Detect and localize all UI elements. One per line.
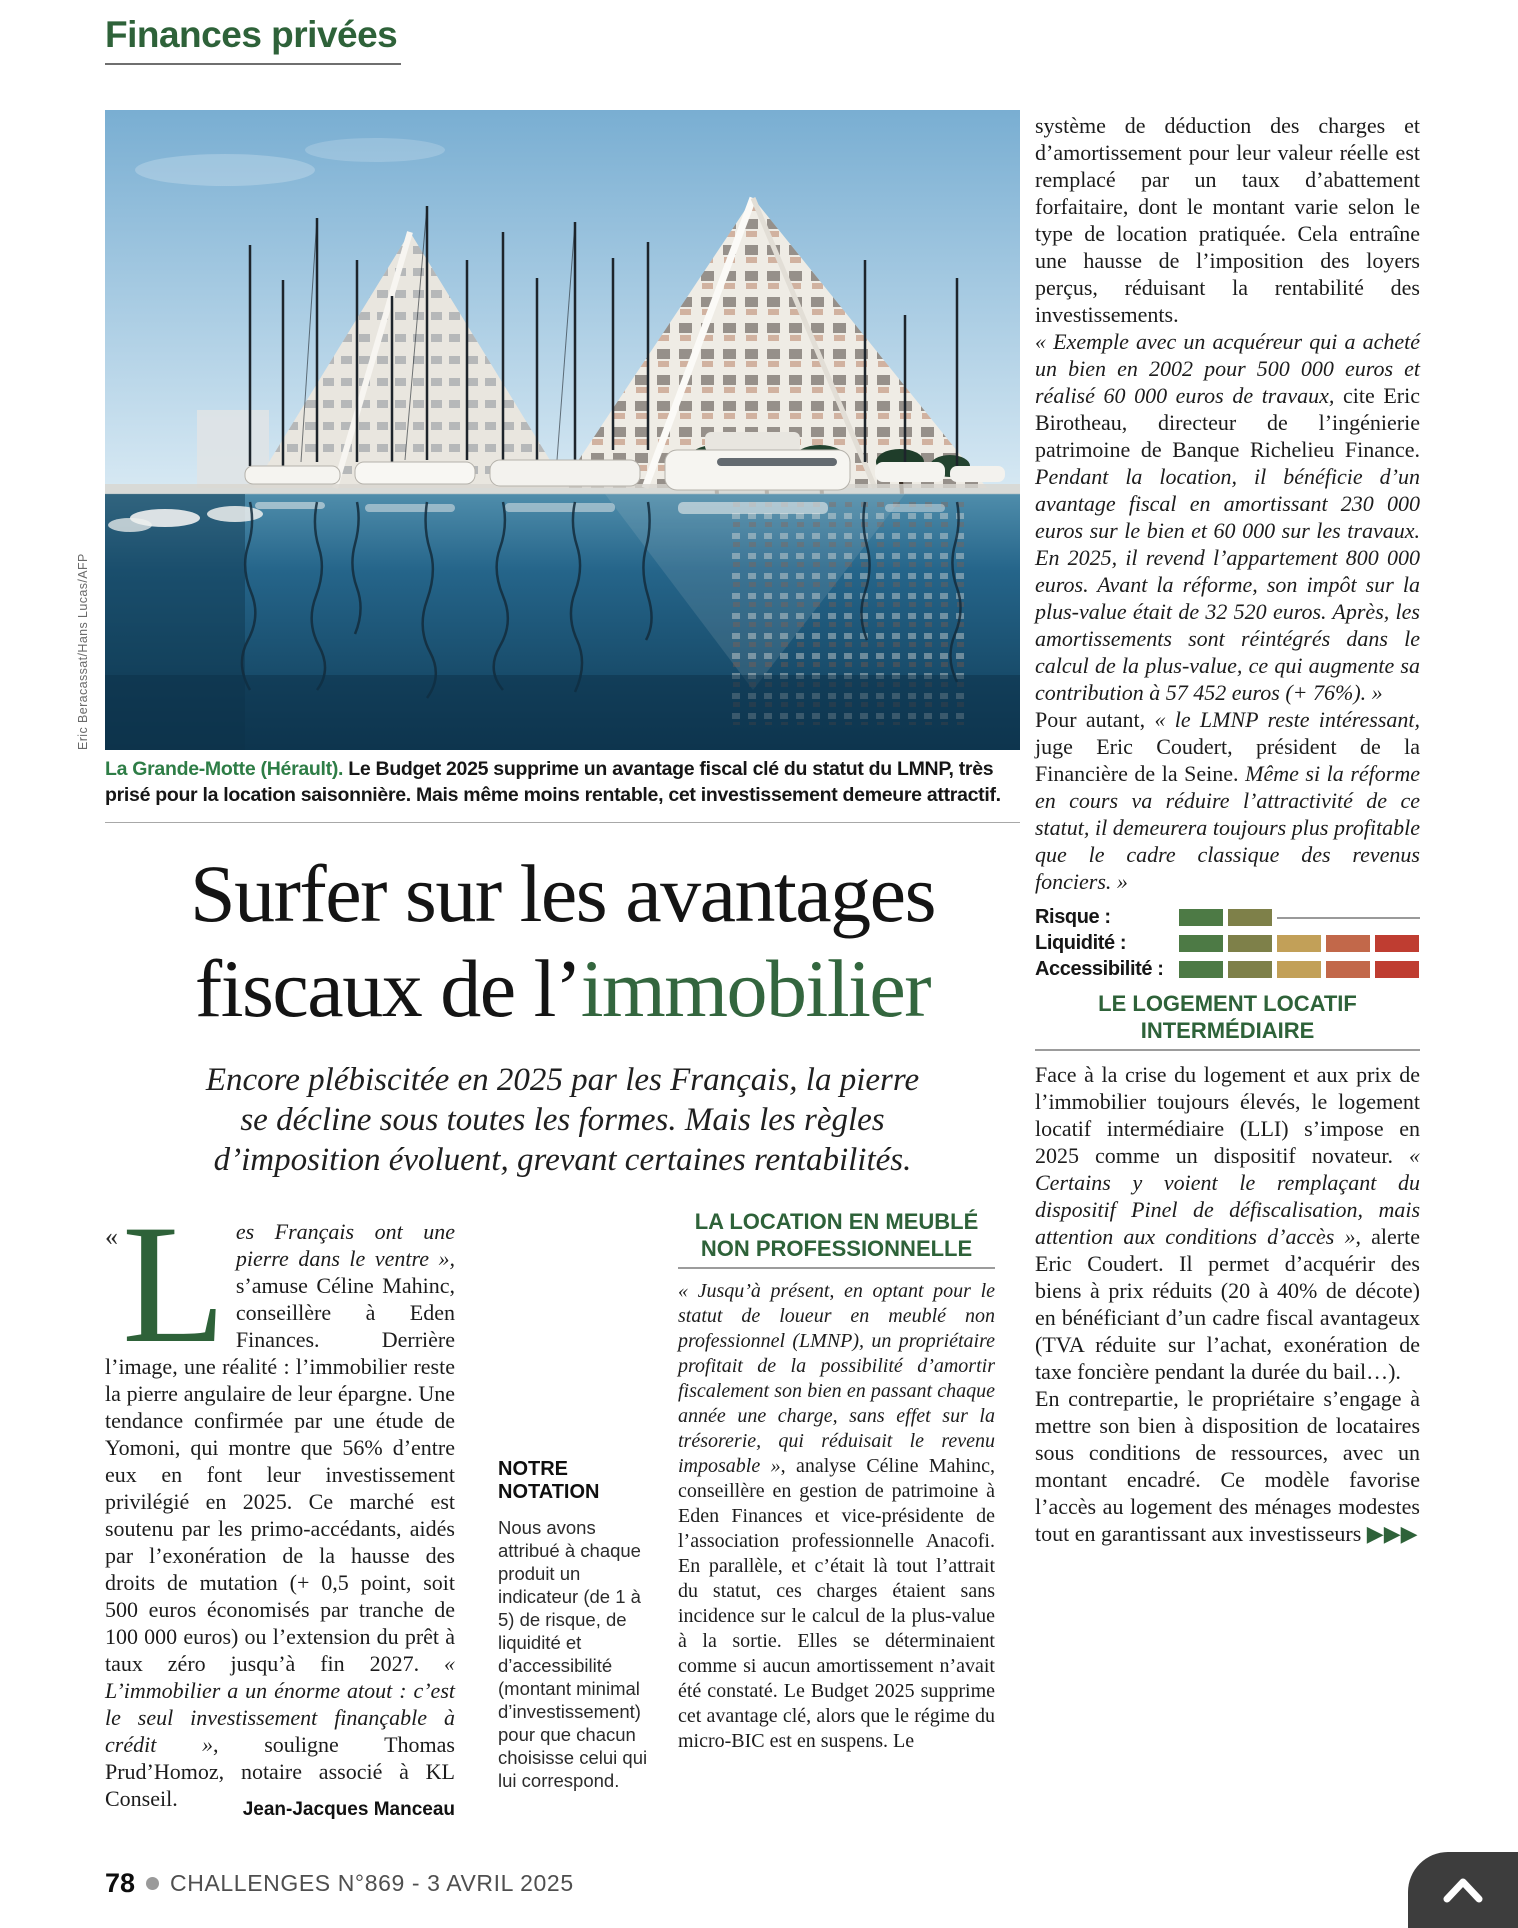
rating-row [1035,906,1420,928]
rating-segment [1179,909,1223,926]
paragraph [1035,1061,1420,1385]
rating-row [1035,932,1420,954]
text-run: « L’immobilier a un énorme atout : c’est le seul investissement finançable à crédit » [105,1651,455,1757]
standfirst-line: Encore plébiscitée en 2025 par les Français, la pierre [205,1062,920,1098]
text-run: juge Eric Coudert, président de la Financière de la Seine. [1035,734,1420,786]
rating-segment [1179,961,1223,978]
caption-divider [105,822,1020,823]
paragraph [1035,1385,1420,1547]
section-heading-lmnp [678,1208,995,1269]
ratings [1035,906,1420,980]
heading-line: INTERMÉDIAIRE [1140,1018,1315,1043]
rating-segment [1228,909,1272,926]
chevron-up-icon [1437,1873,1489,1907]
text-run: es Français ont une pierre dans le ventre », [235,1219,455,1271]
heading-line: LE LOGEMENT LOCATIF [1098,991,1357,1016]
body-column-1 [105,1190,455,1824]
text-run: Le Budget 2025 supprime un avantage fiscal clé du statut du LMNP, très prisé pour la location saisonnière. Mais même moins rentable, cet investissement demeure attractif. [105,758,1001,806]
rating-segment [1326,961,1370,978]
photo-credit: Eric Beracassat/Hans Lucas/AFP [76,553,90,750]
notation-title-line2: NOTATION [498,1481,600,1503]
marina-photo-illustration [105,110,1020,750]
drop-cap: L [122,1190,226,1378]
article-photo [105,110,1020,750]
text-run: « Exemple avec un acquéreur qui a acheté un bien en 2002 pour 500 000 euros et réalisé 60 000 euros de travaux, [1035,329,1420,408]
rating-segment [1277,935,1321,952]
rating-segment [1375,961,1419,978]
text-run: système de déduction des charges et d’amortissement pour leur valeur réelle est remplacé par un taux d’abattement forfaitaire, dont le montant varie selon le type de location pratiquée. Cela entraîne une hausse de l’imposition des loyers perçus, réduisant la rentabilité des investissements. [1035,113,1420,327]
article-standfirst [105,1060,1020,1180]
rating-segment [1179,935,1223,952]
paragraph [1035,328,1420,706]
lead-paragraph [105,1190,455,1812]
text-run: Pendant la location, il bénéficie d’un avantage fiscal en amortissant 230 000 euros sur le bien et 60 000 sur les travaux. En 2025, il revend l’appartement 800 000 euros. Avant la réforme, son impôt sur la plus-value était de 32 520 euros. Après, les amortissements sont réintégrés dans le calcul de la plus-value, ce qui augmente sa contribution à 57 452 euros (+ 76%). » [1035,464,1420,705]
text-run: Face à la crise du logement et aux prix de l’immobilier toujours élevés, le logement locatif intermédiaire (LLI) s’impose en 2025 comme un dispositif novateur. [1035,1062,1420,1168]
bullet-icon [146,1877,159,1890]
rating-bar [1179,935,1420,952]
text-run: « Certains y voient le remplaçant du dispositif Pinel de défiscalisation, mais attention aux conditions d’accès » [1035,1143,1420,1249]
rating-label: Liquidité : [1035,932,1127,954]
headline-line2 [105,941,1020,1036]
page-number: 78 [105,1868,136,1898]
author-byline: Jean-Jacques Manceau [242,1799,455,1820]
notation-body: Nous avons attribué à chaque produit un indicateur (de 1 à 5) de risque, de liquidité et d’accessibilité (montant minimal d’investissement) pour que chacun choisisse celui qui lui correspond. [498,1517,648,1791]
text-run: « le LMNP reste intéressant, [1154,707,1420,732]
standfirst-line: se décline sous toutes les formes. Mais les règles [240,1102,885,1138]
section-title: Finances privées [105,14,401,65]
opening-quote-mark: « [105,1222,118,1251]
body-column-2 [678,1208,995,1754]
article-headline [105,846,1020,1036]
text-run: Même si la réforme en cours va réduire l’attractivité de ce statut, il demeurera toujours plus profitable que le cadre classique des revenus fonciers. » [1035,761,1420,894]
heading-line: NON PROFESSIONNELLE [700,1236,973,1261]
water-group [105,494,1020,750]
text-run: s’amuse Céline Mahinc, conseillère à Eden Finances. Derrière l’image, une réalité : l’immobilier reste la pierre angulaire de leur épargne. Une tendance confirmée par une étude de Yomoni, qui montre que 56% d’entre eux en font leur investissement privilégié en 2025. Ce marché est soutenu par les primo-accédants, aidés par l’exonération de la hausse des droits de mutation (+ 0,5 point, soit 500 euros économisés par tranche de 100 000 euros) ou l’extension du prêt à taux zéro jusqu’à fin 2027. [105,1273,455,1676]
text-run: La Grande-Motte (Hérault). [105,758,344,780]
text-run: cite Eric Birotheau, directeur de l’ingénierie patrimoine de Banque Richelieu Finance. [1035,383,1420,462]
rating-bar [1179,961,1420,978]
body-column-3 [1035,112,1420,1547]
notation-sidebar [498,1458,656,1792]
issue-info: CHALLENGES N°869 - 3 AVRIL 2025 [170,1870,574,1896]
rating-label: Risque : [1035,906,1111,928]
text-run: , souligne Thomas Prud’Homoz, notaire associé à KL Conseil. [105,1732,455,1811]
rating-bar [1179,909,1420,926]
rating-segment [1277,961,1321,978]
rating-track [1277,917,1420,919]
scroll-top-button[interactable] [1408,1852,1518,1928]
text-run: « Jusqu’à présent, en optant pour le statut de loueur en meublé non professionnel (LMNP), un propriétaire profitait de la possibilité d’amortir fiscalement son bien en passant chaque année une charge, sans effet sur la trésorerie, qui réduisait le revenu imposable » [678,1280,995,1477]
text-run: ▶▶▶ [1366,1521,1418,1546]
text-run: En contrepartie, le propriétaire s’engage à mettre son bien à disposition de locataires sous conditions de ressources, avec un montant encadré. Ce modèle favorise l’accès au logement des ménages modestes tout en garantissant aux investisseurs [1035,1386,1420,1546]
rating-segment [1375,935,1419,952]
paragraph [1035,112,1420,328]
headline-line2-green: immobilier [580,943,931,1034]
standfirst-line: d’imposition évoluent, grevant certaines rentabilités. [213,1142,912,1178]
rating-segment [1228,935,1272,952]
notation-title [498,1458,656,1504]
page-footer [105,1868,574,1899]
text-run: , analyse Céline Mahinc, conseillère en gestion de patrimoine à Eden Finances et vice-présidente de l’association professionnelle Anacofi. En parallèle, et c’était là tout l’attrait du statut, ces charges étaient sans incidence sur le calcul de la plus-value à la sortie. Elles se déterminaient comme si aucun amortissement n’avait été constaté. Le Budget 2025 supprime cet avantage clé, alors que le régime du micro-BIC est en suspens. Le [678,1455,995,1752]
heading-line: LA LOCATION EN MEUBLÉ [694,1209,979,1234]
rating-segment [1228,961,1272,978]
text-run: , alerte Eric Coudert. Il permet d’acquérir des biens à prix réduits (20 à 40% de décote) en bénéficiant d’un cadre fiscal avantageux (TVA réduite sur l’achat, exonération de taxe foncière pendant la durée du bail…). [1035,1224,1420,1384]
rating-label: Accessibilité : [1035,958,1164,980]
rating-row [1035,958,1420,980]
photo-caption [105,756,1020,808]
headline-line2-black: fiscaux de l’ [194,943,581,1034]
section-heading-lli [1035,990,1420,1051]
text-run: Pour autant, [1035,707,1155,732]
lmnp-paragraph [678,1279,995,1754]
notation-title-line1: NOTRE [498,1458,568,1480]
headline-line1: Surfer sur les avantages [189,848,935,939]
paragraph [1035,706,1420,895]
rating-segment [1326,935,1370,952]
